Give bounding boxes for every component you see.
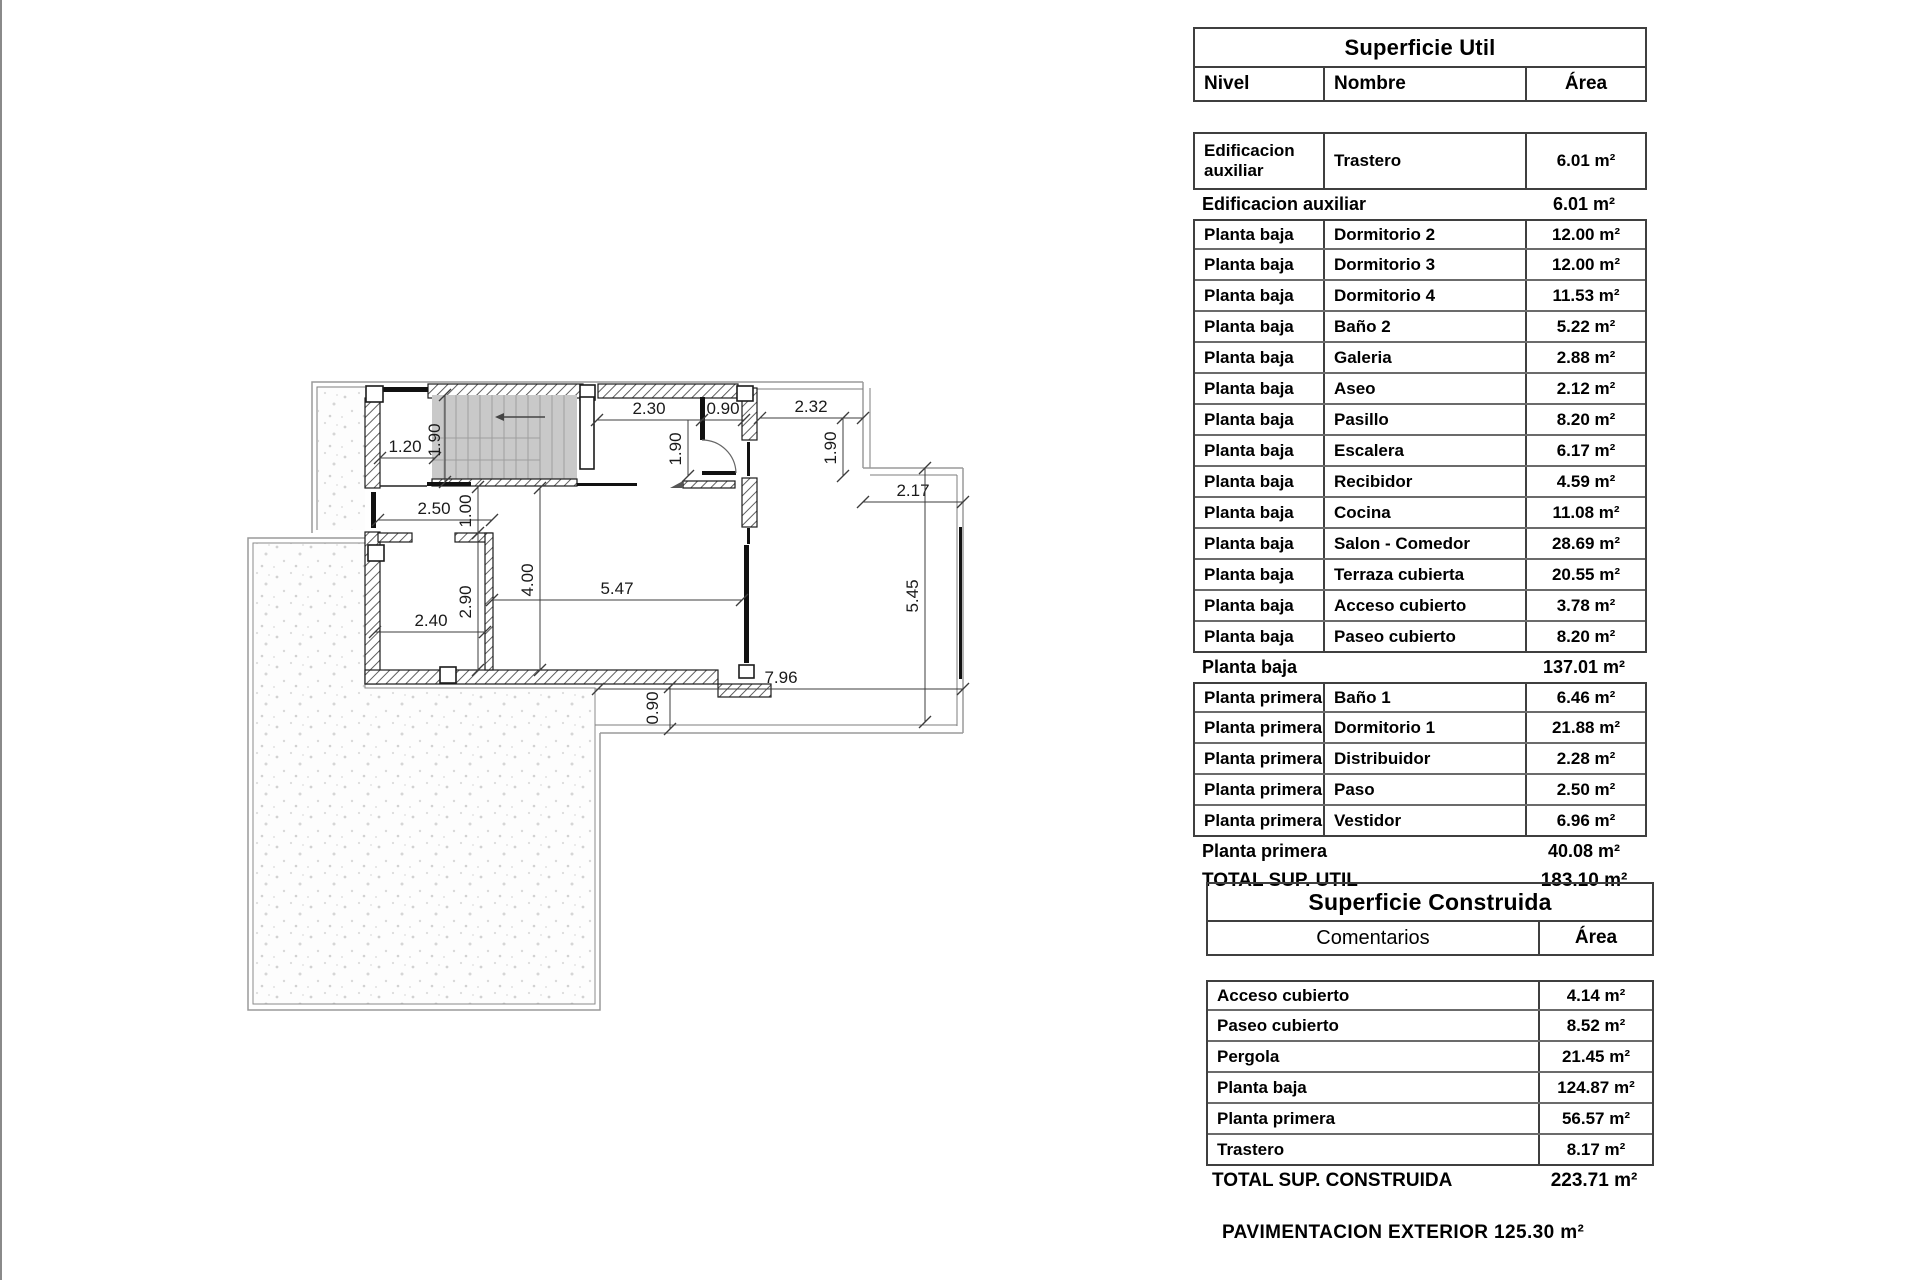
glazed-wall-right — [744, 545, 749, 663]
cell-nivel: Planta primera — [1195, 713, 1325, 742]
cell-area: 2.28 m² — [1556, 748, 1616, 768]
cell-nivel: Planta baja — [1195, 498, 1325, 527]
util-table-header — [1193, 66, 1647, 102]
window-right-upper — [747, 442, 750, 476]
dim-label: 1.90 — [821, 431, 840, 465]
dim-label: 2.90 — [456, 585, 475, 619]
cell-area: 12.00 m² — [1551, 224, 1621, 244]
table-row — [1195, 341, 1645, 372]
subtotal-planta-baja — [1193, 653, 1647, 682]
pavimentacion-exterior-note: PAVIMENTACION EXTERIOR 125.30 m² — [1222, 1222, 1585, 1243]
table-row — [1195, 248, 1645, 279]
cell-label: Trastero — [1208, 1135, 1540, 1164]
cell-nombre: Paseo cubierto — [1325, 622, 1527, 651]
cell-nivel: Planta baja — [1195, 622, 1325, 651]
cell-area: 4.14 m² — [1566, 985, 1626, 1005]
cell-area: 56.57 m² — [1561, 1108, 1631, 1128]
cell-area: 20.55 m² — [1551, 564, 1621, 584]
dim-label: 1.90 — [666, 432, 685, 466]
cell-area: 4.59 m² — [1556, 471, 1616, 491]
cell-nivel: Planta primera — [1195, 684, 1325, 711]
window-right-mid — [747, 528, 750, 544]
site-boundary — [248, 382, 963, 1010]
cell-area: 6.46 m² — [1556, 687, 1616, 707]
cell-area: 2.12 m² — [1556, 378, 1616, 398]
cell-area: 6.01 m² — [1556, 151, 1616, 170]
cell-area: 8.20 m² — [1556, 626, 1616, 646]
dim-label: 2.30 — [632, 399, 666, 418]
construida-table-header — [1206, 920, 1654, 956]
cell-area: 11.08 m² — [1552, 502, 1620, 522]
cell-area: 124.87 m² — [1557, 1077, 1635, 1097]
table-row — [1195, 496, 1645, 527]
table-row — [1195, 620, 1645, 651]
subtotal-area: 40.08 m² — [1547, 841, 1621, 861]
table-row — [1195, 134, 1645, 188]
cell-nivel: Planta baja — [1195, 281, 1325, 310]
table-row — [1195, 773, 1645, 804]
cell-label: Acceso cubierto — [1208, 982, 1540, 1009]
superficie-construida-table — [1206, 882, 1654, 1196]
cell-nivel: Planta baja — [1195, 221, 1325, 248]
cell-label: Paseo cubierto — [1208, 1011, 1540, 1040]
dim-label: 4.00 — [518, 563, 537, 597]
cell-area: 28.69 m² — [1551, 533, 1621, 553]
cell-nombre: Acceso cubierto — [1325, 591, 1527, 620]
subtotal-label: Planta primera — [1202, 841, 1328, 861]
column — [366, 386, 383, 402]
cell-nombre: Distribuidor — [1325, 744, 1527, 773]
table-row — [1208, 1102, 1652, 1133]
window-top — [383, 387, 428, 392]
dim-label: 2.40 — [414, 611, 448, 630]
cell-area: 5.22 m² — [1556, 316, 1616, 336]
total-label: TOTAL SUP. CONSTRUIDA — [1212, 1170, 1453, 1191]
subtotal-label: Planta baja — [1202, 657, 1298, 677]
table-row — [1195, 403, 1645, 434]
dim-label: 1.00 — [456, 494, 475, 528]
col-header-nombre: Nombre — [1325, 68, 1527, 100]
col-header-comentarios: Comentarios — [1208, 922, 1540, 954]
table-row — [1195, 310, 1645, 341]
group-planta-primera — [1193, 682, 1647, 837]
total-area: 183.10 m² — [1540, 869, 1628, 891]
dim-label: 2.32 — [794, 397, 828, 416]
cell-nombre: Pasillo — [1325, 405, 1527, 434]
column — [739, 665, 754, 678]
dim-label: 0.90 — [706, 399, 740, 418]
cell-nombre: Aseo — [1325, 374, 1527, 403]
cell-nombre: Dormitorio 2 — [1325, 221, 1527, 248]
group-edificacion-auxiliar — [1193, 132, 1647, 190]
table-row — [1195, 711, 1645, 742]
subtotal-edificacion-auxiliar — [1193, 190, 1647, 219]
total-area: 223.71 m² — [1550, 1170, 1638, 1191]
table-row — [1208, 1009, 1652, 1040]
stair-rail — [580, 397, 594, 469]
table-row — [1195, 742, 1645, 773]
construida-table-title: Superficie Construida — [1206, 882, 1654, 922]
cell-nivel: Planta baja — [1195, 467, 1325, 496]
total-sup-construida — [1206, 1166, 1654, 1196]
dim-label: 1.90 — [425, 423, 444, 457]
cell-nivel: Planta baja — [1195, 591, 1325, 620]
cell-area: 8.17 m² — [1566, 1139, 1626, 1159]
cell-nombre: Trastero — [1325, 134, 1527, 188]
util-table-title: Superficie Util — [1193, 27, 1647, 68]
column — [368, 545, 384, 561]
subtotal-area: 6.01 m² — [1552, 194, 1616, 214]
cell-nivel: Planta primera — [1195, 775, 1325, 804]
cell-area: 8.20 m² — [1556, 409, 1616, 429]
cell-area: 12.00 m² — [1551, 254, 1621, 274]
dim-label: 7.96 — [764, 668, 798, 687]
col-header-area: Área — [1564, 73, 1608, 94]
door-swing-arc — [702, 440, 736, 473]
cell-nivel: Planta primera — [1195, 744, 1325, 773]
cell-label: Planta baja — [1208, 1073, 1540, 1102]
cell-nivel: Planta baja — [1195, 560, 1325, 589]
cell-nivel: Edificacion auxiliar — [1195, 134, 1325, 188]
cell-nombre: Vestidor — [1325, 806, 1527, 835]
cell-nivel: Planta baja — [1195, 250, 1325, 279]
dim-label: 2.17 — [896, 481, 930, 500]
cell-nivel: Planta baja — [1195, 405, 1325, 434]
terrace-glazing-line — [959, 527, 962, 679]
table-row — [1195, 589, 1645, 620]
cell-nivel: Planta baja — [1195, 343, 1325, 372]
cell-label: Pergola — [1208, 1042, 1540, 1071]
cell-nombre: Dormitorio 3 — [1325, 250, 1527, 279]
cell-nombre: Paso — [1325, 775, 1527, 804]
cell-nombre: Salon - Comedor — [1325, 529, 1527, 558]
table-row — [1195, 558, 1645, 589]
cell-area: 2.88 m² — [1556, 347, 1616, 367]
col-header-nivel: Nivel — [1195, 68, 1325, 100]
dim-label: 5.45 — [903, 579, 922, 613]
cell-nombre: Baño 1 — [1325, 684, 1527, 711]
dim-label: 5.47 — [600, 579, 634, 598]
staircase — [427, 395, 637, 486]
cell-area: 2.50 m² — [1556, 779, 1616, 799]
subtotal-planta-primera — [1193, 837, 1647, 866]
col-header-area: Área — [1574, 927, 1618, 948]
table-row — [1208, 982, 1652, 1009]
cell-nivel: Planta baja — [1195, 436, 1325, 465]
cell-area: 8.52 m² — [1566, 1015, 1626, 1035]
table-row — [1208, 1040, 1652, 1071]
table-row — [1195, 465, 1645, 496]
table-row — [1195, 684, 1645, 711]
column — [440, 667, 456, 683]
cell-nombre: Baño 2 — [1325, 312, 1527, 341]
cell-nombre: Cocina — [1325, 498, 1527, 527]
table-row — [1195, 279, 1645, 310]
dim-label: 2.50 — [417, 499, 451, 518]
table-row — [1208, 1071, 1652, 1102]
cell-nombre: Dormitorio 1 — [1325, 713, 1527, 742]
table-row — [1195, 434, 1645, 465]
total-label: TOTAL SUP. UTIL — [1202, 869, 1358, 891]
group-planta-baja — [1193, 219, 1647, 653]
group-construida — [1206, 980, 1654, 1166]
cell-nombre: Recibidor — [1325, 467, 1527, 496]
cell-area: 21.45 m² — [1561, 1046, 1631, 1066]
table-row — [1195, 527, 1645, 558]
dim-label: 0.90 — [643, 691, 662, 725]
cell-label: Planta primera — [1208, 1104, 1540, 1133]
table-row — [1195, 221, 1645, 248]
subtotal-label: Edificacion auxiliar — [1202, 194, 1367, 214]
cell-nombre: Dormitorio 4 — [1325, 281, 1527, 310]
cell-nivel: Planta primera — [1195, 806, 1325, 835]
cell-area: 21.88 m² — [1551, 717, 1621, 737]
cell-area: 6.96 m² — [1556, 810, 1616, 830]
table-row — [1195, 372, 1645, 403]
table-row — [1208, 1133, 1652, 1164]
table-row — [1195, 804, 1645, 835]
cell-nivel: Planta baja — [1195, 374, 1325, 403]
cell-nivel: Planta baja — [1195, 312, 1325, 341]
cell-area: 6.17 m² — [1556, 440, 1616, 460]
cell-nombre: Terraza cubierta — [1325, 560, 1527, 589]
cell-nivel: Planta baja — [1195, 529, 1325, 558]
cell-area: 11.53 m² — [1552, 285, 1620, 305]
dim-label: 1.20 — [388, 437, 422, 456]
cell-nombre: Galeria — [1325, 343, 1527, 372]
cell-nombre: Escalera — [1325, 436, 1527, 465]
cell-area: 3.78 m² — [1556, 595, 1616, 615]
superficie-util-table — [1193, 27, 1647, 895]
subtotal-area: 137.01 m² — [1542, 657, 1626, 677]
paving-strip-left — [318, 388, 365, 530]
